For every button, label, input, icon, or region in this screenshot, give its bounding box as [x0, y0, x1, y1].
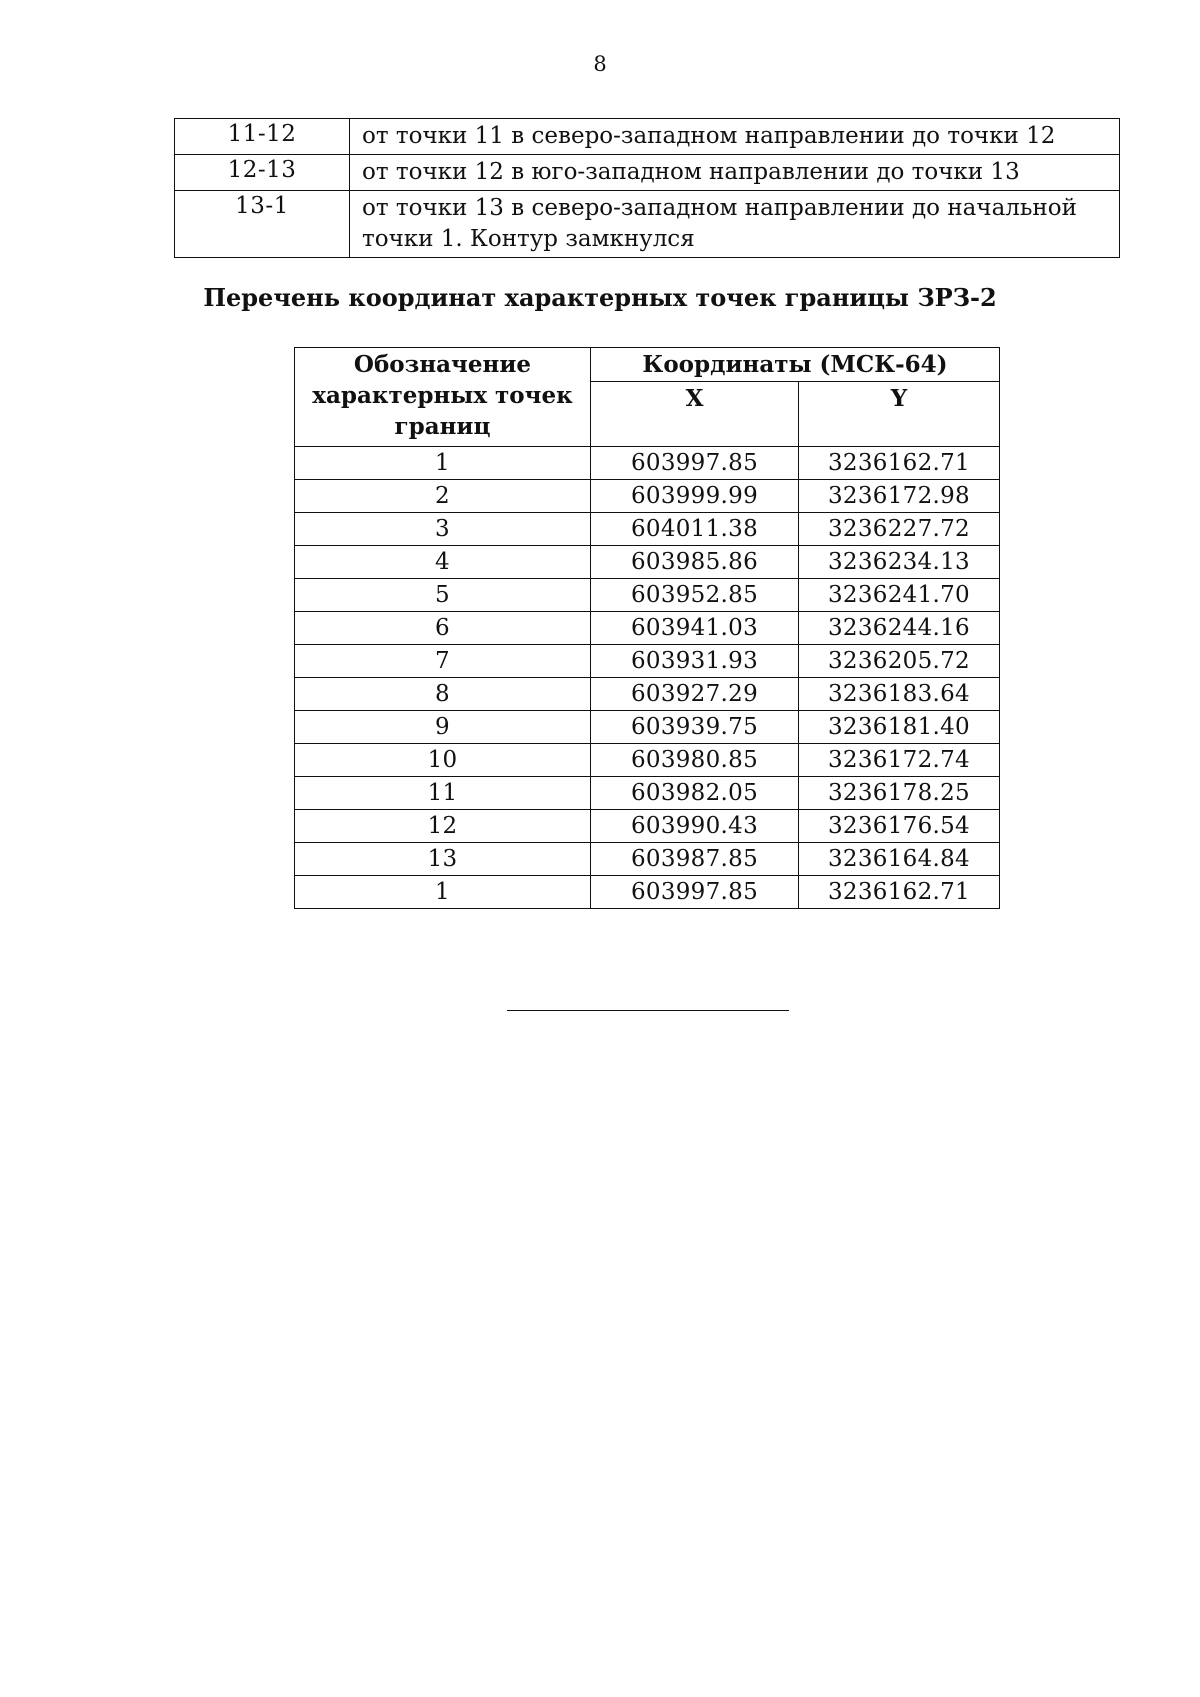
x-coordinate-cell: 603985.86 [591, 546, 799, 579]
segment-description: от точки 13 в северо-западном направлении до начальной точки 1. Контур замкнулся [350, 191, 1120, 258]
closing-rule [507, 1010, 789, 1011]
x-coordinate-cell: 603997.85 [591, 447, 799, 480]
point-cell: 11 [295, 777, 591, 810]
segment-description: от точки 12 в юго-западном направлении до точки 13 [350, 155, 1120, 191]
page-number: 8 [593, 52, 607, 76]
table-row [295, 843, 1000, 876]
table-row [295, 579, 1000, 612]
header-y: Y [799, 382, 1000, 447]
table-row [295, 480, 1000, 513]
x-coordinate-cell: 603952.85 [591, 579, 799, 612]
table-row [295, 546, 1000, 579]
header-coordinates-group: Координаты (МСК-64) [591, 348, 1000, 382]
coordinates-table-body [295, 447, 1000, 909]
section-title: Перечень координат характерных точек границы ЗРЗ-2 [203, 283, 997, 312]
y-coordinate-cell: 3236172.74 [799, 744, 1000, 777]
y-coordinate-cell: 3236176.54 [799, 810, 1000, 843]
y-coordinate-cell: 3236244.16 [799, 612, 1000, 645]
y-coordinate-cell: 3236241.70 [799, 579, 1000, 612]
table-row [295, 711, 1000, 744]
point-cell: 12 [295, 810, 591, 843]
table-row [295, 447, 1000, 480]
point-cell: 5 [295, 579, 591, 612]
y-coordinate-cell: 3236164.84 [799, 843, 1000, 876]
table-row [295, 876, 1000, 909]
boundary-segments-table [174, 118, 1120, 258]
table-row [295, 612, 1000, 645]
y-coordinate-cell: 3236172.98 [799, 480, 1000, 513]
y-coordinate-cell: 3236234.13 [799, 546, 1000, 579]
x-coordinate-cell: 603997.85 [591, 876, 799, 909]
table-row [175, 155, 1120, 191]
table-row [175, 119, 1120, 155]
point-cell: 13 [295, 843, 591, 876]
y-coordinate-cell: 3236162.71 [799, 876, 1000, 909]
table-row [175, 191, 1120, 258]
table-row [295, 777, 1000, 810]
y-coordinate-cell: 3236178.25 [799, 777, 1000, 810]
table-row [295, 513, 1000, 546]
table-row [295, 645, 1000, 678]
point-cell: 6 [295, 612, 591, 645]
point-cell: 2 [295, 480, 591, 513]
y-coordinate-cell: 3236162.71 [799, 447, 1000, 480]
y-coordinate-cell: 3236181.40 [799, 711, 1000, 744]
table-header-row [295, 348, 1000, 382]
segment-description: от точки 11 в северо-западном направлении до точки 12 [350, 119, 1120, 155]
table-row [295, 678, 1000, 711]
point-cell: 1 [295, 447, 591, 480]
x-coordinate-cell: 603939.75 [591, 711, 799, 744]
y-coordinate-cell: 3236227.72 [799, 513, 1000, 546]
segment-id: 12-13 [175, 155, 350, 191]
point-cell: 9 [295, 711, 591, 744]
x-coordinate-cell: 603927.29 [591, 678, 799, 711]
segment-id: 11-12 [175, 119, 350, 155]
point-cell: 7 [295, 645, 591, 678]
header-x: X [591, 382, 799, 447]
point-cell: 4 [295, 546, 591, 579]
point-cell: 1 [295, 876, 591, 909]
x-coordinate-cell: 603999.99 [591, 480, 799, 513]
x-coordinate-cell: 603980.85 [591, 744, 799, 777]
header-point-designation: Обозначение характерных точек границ [295, 348, 591, 447]
x-coordinate-cell: 603987.85 [591, 843, 799, 876]
point-cell: 8 [295, 678, 591, 711]
coordinates-table [294, 347, 1000, 909]
x-coordinate-cell: 603990.43 [591, 810, 799, 843]
x-coordinate-cell: 604011.38 [591, 513, 799, 546]
y-coordinate-cell: 3236205.72 [799, 645, 1000, 678]
table-row [295, 810, 1000, 843]
segment-id: 13-1 [175, 191, 350, 258]
y-coordinate-cell: 3236183.64 [799, 678, 1000, 711]
point-cell: 10 [295, 744, 591, 777]
x-coordinate-cell: 603941.03 [591, 612, 799, 645]
table-row [295, 744, 1000, 777]
point-cell: 3 [295, 513, 591, 546]
x-coordinate-cell: 603931.93 [591, 645, 799, 678]
x-coordinate-cell: 603982.05 [591, 777, 799, 810]
